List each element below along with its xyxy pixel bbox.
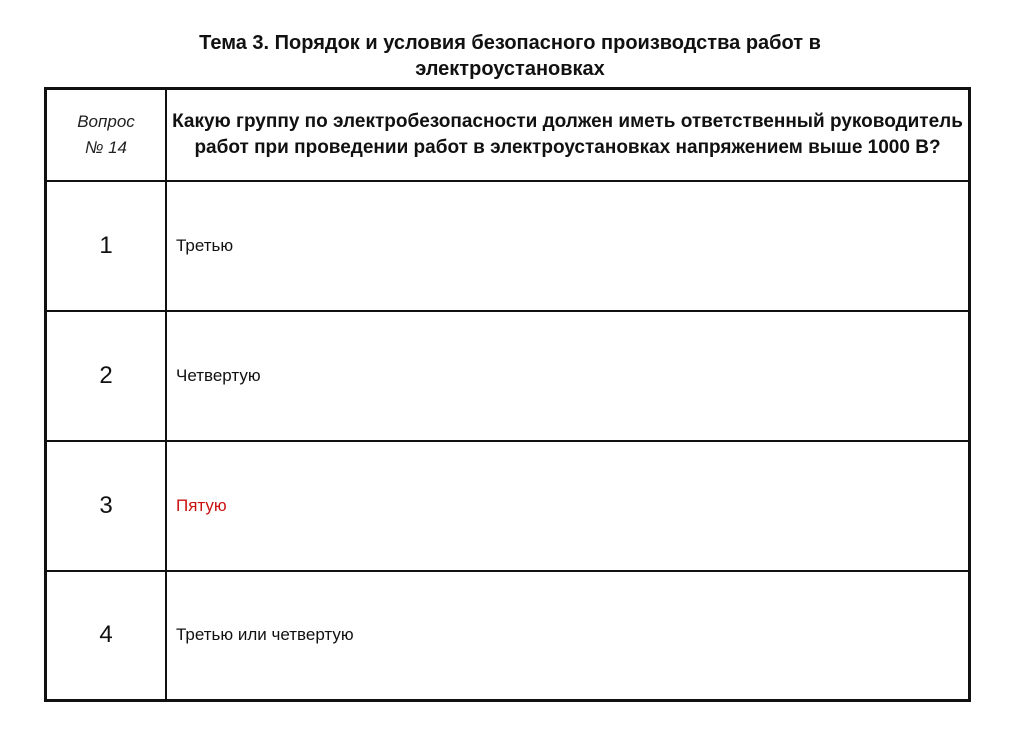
question-table <box>44 87 971 702</box>
title-line-1: Тема 3. Порядок и условия безопасного производства работ в <box>199 32 821 54</box>
answer-number: 1 <box>46 181 167 311</box>
question-text: Какую группу по электробезопасности должен иметь ответственный руководитель работ при проведении работ в электроустановках напряжением выше 1000 В? <box>166 89 970 181</box>
answer-row-4[interactable] <box>46 571 970 701</box>
answer-row-1[interactable] <box>46 181 970 311</box>
answer-text-correct: Пятую <box>166 441 970 571</box>
page-title <box>120 30 900 82</box>
question-number-cell <box>46 89 167 181</box>
answer-number: 4 <box>46 571 167 701</box>
answer-text: Третью <box>166 181 970 311</box>
question-number: № 14 <box>84 137 128 157</box>
question-header-row <box>46 89 970 181</box>
answer-row-3[interactable] <box>46 441 970 571</box>
question-label: Вопрос <box>77 111 135 131</box>
answer-row-2[interactable] <box>46 311 970 441</box>
answer-text: Четвертую <box>166 311 970 441</box>
answer-text: Третью или четвертую <box>166 571 970 701</box>
answer-number: 2 <box>46 311 167 441</box>
answer-number: 3 <box>46 441 167 571</box>
title-line-2: электроустановках <box>415 58 605 80</box>
